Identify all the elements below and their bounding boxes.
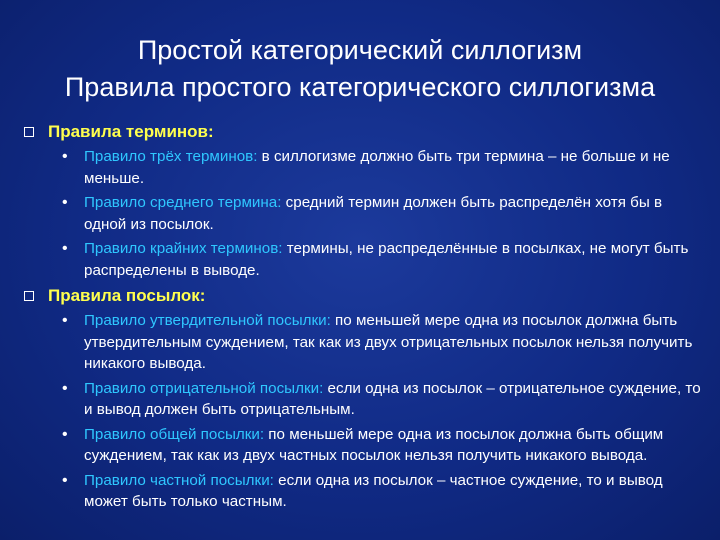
rule-text: в силлогизме должно быть три термина – не больше и не меньше. bbox=[84, 148, 670, 187]
section-heading-text: Правила посылок: bbox=[48, 286, 206, 305]
rule-name: Правило частной посылки: bbox=[84, 471, 274, 489]
rule-item bbox=[22, 146, 704, 189]
rule-item bbox=[22, 192, 704, 235]
rule-item bbox=[22, 378, 704, 421]
checkbox-icon bbox=[24, 291, 34, 301]
rule-text: средний термин должен быть распределён хотя бы в одной из посылок. bbox=[84, 194, 663, 233]
bullet-icon: • bbox=[62, 471, 68, 489]
rule-name: Правило крайних терминов: bbox=[84, 240, 283, 257]
section-heading bbox=[22, 285, 712, 307]
rule-item bbox=[22, 310, 704, 375]
section-term-rules bbox=[22, 121, 712, 281]
rule-name: Правило среднего термина: bbox=[84, 194, 282, 211]
bullet-icon: • bbox=[62, 312, 68, 329]
rule-item bbox=[22, 424, 704, 467]
section-heading-text: Правила терминов: bbox=[48, 122, 214, 141]
rule-text: если одна из посылок – отрицательное суждение, то и вывод должен быть отрицательным. bbox=[84, 379, 701, 418]
bullet-icon: • bbox=[62, 194, 68, 211]
bullet-icon: • bbox=[62, 425, 68, 443]
rule-text: по меньшей мере одна из посылок должна быть общим суждением, так как из двух частных посылок нельзя получить никакого вывода. bbox=[84, 425, 664, 464]
bullet-icon: • bbox=[62, 379, 68, 397]
rule-name: Правило общей посылки: bbox=[84, 425, 265, 443]
section-heading bbox=[22, 121, 712, 143]
rule-item bbox=[22, 238, 704, 281]
bullet-icon: • bbox=[62, 240, 68, 257]
rule-text: термины, не распределённые в посылках, не могут быть распределены в выводе. bbox=[84, 240, 689, 279]
slide-title: Простой категорический силлогизм bbox=[137, 35, 583, 65]
rule-name: Правило отрицательной посылки: bbox=[84, 379, 324, 397]
rule-name: Правило утвердительной посылки: bbox=[84, 312, 331, 329]
slide-subtitle: Правила простого категорического силлогизма bbox=[64, 72, 656, 102]
bullet-icon: • bbox=[62, 148, 68, 165]
rule-text: если одна из посылок – частное суждение, то и вывод может быть только частным. bbox=[84, 471, 663, 510]
checkbox-icon bbox=[24, 127, 34, 137]
rule-name: Правило трёх терминов: bbox=[84, 148, 258, 165]
rule-item bbox=[22, 470, 704, 513]
rule-text: по меньшей мере одна из посылок должна быть утвердительным суждением, так как из двух отрицательных посылок нельзя получить никакого вывода. bbox=[84, 312, 693, 372]
section-premise-rules bbox=[22, 285, 712, 513]
